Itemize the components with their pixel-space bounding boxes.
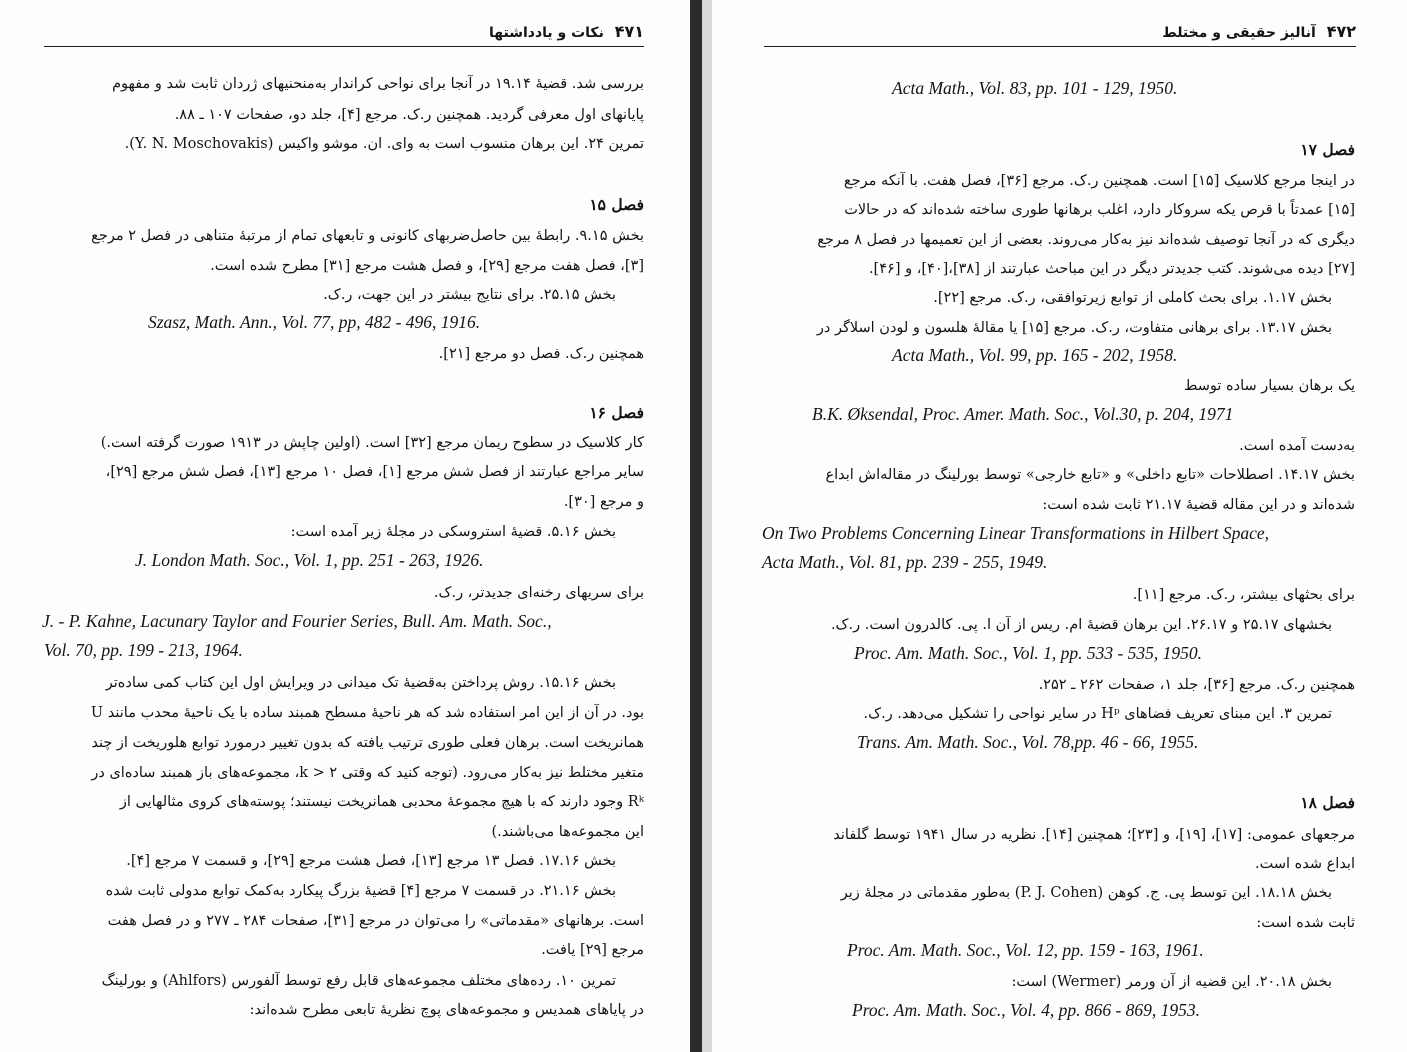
text-line: بخش ۲۱.۱۶. در قسمت ۷ مرجع [۴] قضیهٔ بزرگ پیکارد به‌کمک توابع مدولی ثابت شده — [105, 883, 616, 899]
text-line: همانریخت است. برهان فعلی طوری ترتیب یافته که بدون تغییر درمورد توابع هلوریخت از چند — [91, 735, 644, 751]
text-line: بخش ۱۴.۱۷. اصطلاحات «تابع داخلی» و «تابع خارجی» توسط بورلینگ در مقاله‌اش ابداع — [825, 467, 1355, 483]
text-line: همچنین ر.ک. فصل دو مرجع [۲۱]. — [438, 346, 644, 362]
text-line: مرجعهای عمومی: [۱۷]، [۱۹]، و [۲۳]؛ همچنین [۱۴]. نظریه در سال ۱۹۴۱ توسط گلفاند — [833, 827, 1355, 843]
text-line: بخش ۹.۱۵. رابطهٔ بین حاصل‌ضربهای کانونی و تابعهای تمام از مرتبهٔ متناهی در فصل ۲ مرجع — [91, 228, 644, 244]
citation-line: Proc. Am. Math. Soc., Vol. 4, pp. 866 - 869, 1953. — [852, 1000, 1201, 1020]
text-line: همچنین ر.ک. مرجع [۳۶]، جلد ۱، صفحات ۲۶۲ ـ ۲۵۲. — [1038, 677, 1355, 693]
text-line: سایر مراجع عبارتند از فصل شش مرجع [۱]، فصل ۱۰ مرجع [۱۳]، فصل شش مرجع [۲۹]، — [105, 464, 644, 480]
citation-line: Acta Math., Vol. 83, pp. 101 - 129, 1950. — [892, 78, 1178, 98]
chapter-heading: فصل ۱۸ — [1300, 793, 1355, 812]
text-line: بخش ۱۸.۱۸. این توسط پی. ج. کوهن (P. J. Cohen) به‌طور مقدماتی در مجلهٔ زیر — [840, 885, 1332, 901]
running-header — [764, 22, 1356, 47]
chapter-heading: فصل ۱۶ — [589, 403, 644, 422]
text-line: به‌دست آمده است. — [1239, 438, 1355, 454]
text-line: بخش ۱۷.۱۶. فصل ۱۳ مرجع [۱۳]، فصل هشت مرجع [۲۹]، و قسمت ۷ مرجع [۴]. — [126, 853, 616, 869]
text-line: تمرین ۳. این مبنای تعریف فضاهای Hᵖ در سایر نواحی را تشکیل می‌دهد. ر.ک. — [863, 706, 1332, 722]
text-line: ثابت شده است: — [1256, 915, 1355, 931]
text-line: دیگری که در آنجا توصیف شده‌اند نیز به‌کار می‌روند. بعضی از این تعمیمها در فصل ۸ مرجع — [817, 232, 1355, 248]
text-line: بررسی شد. قضیهٔ ۱۹.۱۴ در آنجا برای نواحی کراندار به‌منحنیهای ژردان ثابت شد و مفهوم — [112, 76, 644, 92]
text-line: بخش ۲۰.۱۸. این قضیه از آن ورمر (Wermer) است: — [1011, 974, 1332, 990]
text-line: مرجع [۲۹] یافت. — [541, 942, 644, 958]
text-line: [۱۵] عمدتاً با قرص یکه سروکار دارد، اغلب برهانها طوری ساخته شده‌اند که در حالات — [844, 202, 1355, 218]
citation-line: Trans. Am. Math. Soc., Vol. 78,pp. 46 - 66, 1955. — [857, 732, 1199, 752]
chapter-heading: فصل ۱۷ — [1300, 140, 1355, 159]
text-line: بخش ۱.۱۷. برای بحث کاملی از توابع زیرتوافقی، ر.ک. مرجع [۲۲]. — [933, 290, 1332, 306]
text-line: شده‌اند و در این مقاله قضیهٔ ۲۱.۱۷ ثابت شده است: — [1042, 497, 1355, 513]
text-line: بخش ۱۳.۱۷. برای برهانی متفاوت، ر.ک. مرجع [۱۵] یا مقالهٔ هلسون و لودن اسلاگر در — [816, 320, 1332, 336]
citation-line: Acta Math., Vol. 99, pp. 165 - 202, 1958. — [892, 345, 1178, 365]
citation-line: Proc. Am. Math. Soc., Vol. 12, pp. 159 - 163, 1961. — [847, 940, 1204, 960]
text-line: [۳]، فصل هفت مرجع [۲۹]، و فصل هشت مرجع [۳۱] مطرح شده است. — [210, 258, 644, 274]
citation-line: On Two Problems Concerning Linear Transformations in Hilbert Space, — [762, 523, 1270, 543]
chapter-heading: فصل ۱۵ — [589, 195, 644, 214]
citation-line: Vol. 70, pp. 199 - 213, 1964. — [44, 640, 243, 660]
running-title: نکات و یادداشتها — [488, 25, 604, 41]
left-page — [0, 0, 690, 1052]
page-number: ۴۷۱ — [614, 22, 644, 41]
running-title: آنالیز حقیقی و مختلط — [1162, 25, 1316, 41]
text-line: بود. در آن از این امر استفاده شد که هر ناحیهٔ مسطح همبند ساده با یک ناحیهٔ محدب مانند U — [90, 705, 644, 721]
citation-line: B.K. Øksendal, Proc. Amer. Math. Soc., Vol.30, p. 204, 1971 — [812, 404, 1234, 424]
text-line: بخش ۵.۱۶. قضیهٔ استروسکی در مجلهٔ زیر آمده است: — [290, 524, 616, 540]
text-line: و مرجع [۳۰]. — [563, 494, 644, 510]
citation-line: Acta Math., Vol. 81, pp. 239 - 255, 1949. — [762, 552, 1048, 572]
text-line: در پایاهای همدیس و مجموعه‌های پوچ نظریهٔ تابعی مطرح شده‌اند: — [249, 1002, 644, 1018]
text-line: بخش ۲۵.۱۵. برای نتایج بیشتر در این جهت، ر.ک. — [323, 287, 616, 303]
text-line: تمرین ۱۰. رده‌های مختلف مجموعه‌های قابل رفع توسط آلفورس (Ahlfors) و بورلینگ — [101, 973, 616, 989]
running-header — [44, 22, 644, 47]
citation-line: J. London Math. Soc., Vol. 1, pp. 251 - 263, 1926. — [135, 550, 484, 570]
text-line: [۲۷] دیده می‌شوند. کتب جدیدتر دیگر در این مباحث عبارتند از [۳۸]،[۴۰]، و [۴۶]. — [868, 261, 1355, 277]
text-line: این مجموعه‌ها می‌باشند.) — [491, 824, 644, 840]
text-line: ابداع شده است. — [1255, 856, 1355, 872]
citation-line: J. - P. Kahne, Lacunary Taylor and Fourier Series, Bull. Am. Math. Soc., — [42, 611, 552, 631]
text-line: است. برهانهای «مقدماتی» را می‌توان در مرجع [۳۱]، صفحات ۲۸۴ ـ ۲۷۷ و در فصل هفت — [107, 913, 644, 929]
text-line: تمرین ۲۴. این برهان منسوب است به وای. ان. موشو واکیس (Y. N. Moschovakis). — [124, 136, 644, 152]
text-line: Rᵏ وجود دارند که با هیچ مجموعهٔ محدبی همانریخت نیستند؛ پوسته‌های کروی مثالهایی از — [119, 794, 644, 810]
text-line: برای سریهای رخنه‌ای جدیدتر، ر.ک. — [433, 585, 644, 601]
text-line: پایانهای اول معرفی گردید. همچنین ر.ک. مرجع [۴]، جلد دو، صفحات ۱۰۷ ـ ۸۸. — [174, 107, 644, 123]
page-edge — [702, 0, 712, 1052]
right-page — [712, 0, 1407, 1052]
page-number: ۴۷۲ — [1326, 22, 1356, 41]
citation-line: Proc. Am. Math. Soc., Vol. 1, pp. 533 - 535, 1950. — [854, 643, 1203, 663]
text-line: بخش ۱۵.۱۶. روش پرداختن به‌قضیهٔ تک میدانی در ویرایش اول این کتاب کمی ساده‌تر — [105, 675, 616, 691]
text-line: برای بحثهای بیشتر، ر.ک. مرجع [۱۱]. — [1132, 587, 1355, 603]
book-spine — [690, 0, 702, 1052]
text-line: در اینجا مرجع کلاسیک [۱۵] است. همچنین ر.ک. مرجع [۳۶]، فصل هفت. با آنکه مرجع — [843, 173, 1355, 189]
text-line: کار کلاسیک در سطوح ریمان مرجع [۳۲] است. (اولین چاپش در ۱۹۱۳ صورت گرفته است.) — [100, 435, 644, 451]
citation-line: Szasz, Math. Ann., Vol. 77, pp, 482 - 496, 1916. — [148, 312, 481, 332]
text-line: یک برهان بسیار ساده توسط — [1183, 378, 1355, 394]
text-line: متغیر مختلط نیز به‌کار می‌رود. (توجه کنید که وقتی k > ۲، مجموعه‌های باز همبند ساده‌ای در — [91, 765, 644, 781]
text-line: بخشهای ۲۵.۱۷ و ۲۶.۱۷. این برهان قضیهٔ ام. ریس از آن ا. پی. کالدرون است. ر.ک. — [830, 617, 1332, 633]
